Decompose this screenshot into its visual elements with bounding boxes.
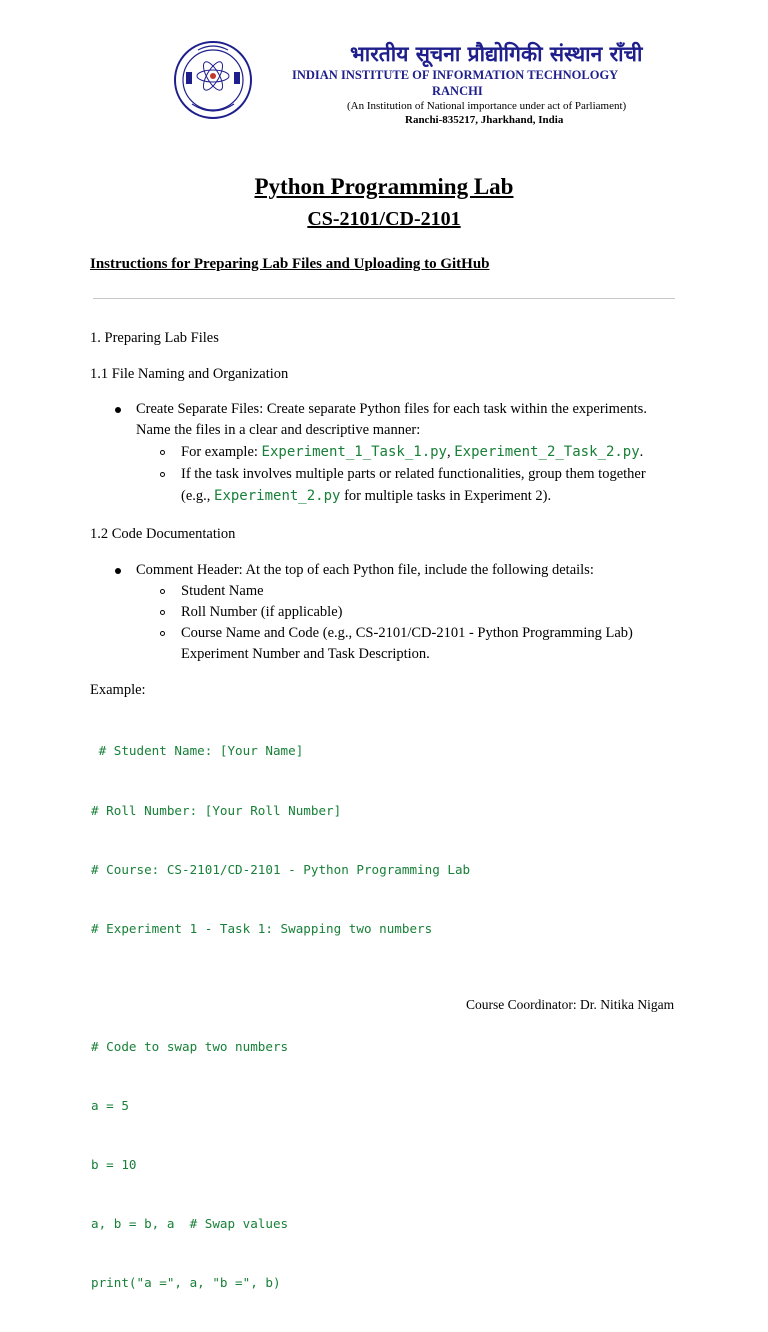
subsection-heading: 1.1 File Naming and Organization [90, 366, 289, 382]
document-title: Python Programming Lab [254, 174, 514, 199]
group-prefix: (e.g., [181, 488, 215, 504]
example-end: . [639, 444, 644, 460]
example-separator: , [446, 444, 455, 460]
code-example [91, 702, 470, 1332]
instructions-heading: Instructions for Preparing Lab Files and Uploading to GitHub [90, 256, 490, 272]
code-line: a = 5 [91, 1097, 129, 1113]
code-line: # Experiment 1 - Task 1: Swapping two numbers [91, 920, 433, 936]
sub-bullet-icon [160, 589, 165, 594]
sub-bullet-icon [160, 450, 165, 455]
code-line: a, b = b, a # Swap values [91, 1216, 289, 1232]
institute-name: INDIAN INSTITUTE OF INFORMATION TECHNOLOGY [292, 68, 619, 82]
filename-example-1: Experiment_1_Task_1.py [261, 444, 447, 460]
code-line: # Course: CS-2101/CD-2101 - Python Programming Lab [91, 861, 471, 877]
course-code: CS-2101/CD-2101 [307, 208, 461, 230]
header-item: Course Name and Code (e.g., CS-2101/CD-2101 - Python Programming Lab) [181, 625, 633, 641]
code-line [91, 978, 470, 998]
institute-subtitle: (An Institution of National importance under act of Parliament) [347, 100, 627, 112]
bullet-text: Comment Header: At the top of each Python file, include the following details: [136, 562, 594, 578]
iiit-ranchi-emblem-icon [172, 36, 254, 128]
bullet-icon [115, 568, 121, 574]
horizontal-divider [93, 298, 675, 299]
filename-example-3: Experiment_2.py [214, 488, 341, 504]
header-item: Student Name [181, 583, 264, 599]
bullet-text-continued: Name the files in a clear and descriptive manner: [136, 422, 421, 438]
section-heading: 1. Preparing Lab Files [90, 330, 219, 346]
sub-bullet-icon [160, 610, 165, 615]
code-line: print("a =", a, "b =", b) [91, 1275, 281, 1291]
header-item-continued: Experiment Number and Task Description. [181, 646, 430, 662]
example-prefix: For example: [181, 444, 262, 460]
example-filenames [181, 442, 643, 463]
bullet-icon [115, 407, 121, 413]
institute-city: RANCHI [432, 84, 483, 98]
institute-address: Ranchi-835217, Jharkhand, India [405, 114, 564, 126]
subsection-heading: 1.2 Code Documentation [90, 526, 236, 542]
filename-example-2: Experiment_2_Task_2.py [454, 444, 640, 460]
code-line: b = 10 [91, 1157, 137, 1173]
sub-bullet-icon [160, 631, 165, 636]
code-line: # Roll Number: [Your Roll Number] [91, 802, 342, 818]
header-item: Roll Number (if applicable) [181, 604, 343, 620]
course-coordinator: Course Coordinator: Dr. Nitika Nigam [466, 997, 675, 1012]
group-text: If the task involves multiple parts or related functionalities, group them together [181, 466, 646, 482]
sub-bullet-icon [160, 472, 165, 477]
institute-hindi-name: भारतीय सूचना प्रौद्योगिकी संस्थान राँची [350, 42, 643, 66]
bullet-text: Create Separate Files: Create separate Python files for each task within the experiments. [136, 401, 647, 417]
group-text-continued [181, 486, 551, 507]
code-line: # Code to swap two numbers [91, 1038, 289, 1054]
group-suffix: for multiple tasks in Experiment 2). [340, 488, 552, 504]
code-line: # Student Name: [Your Name] [91, 743, 304, 759]
example-label: Example: [90, 682, 146, 698]
